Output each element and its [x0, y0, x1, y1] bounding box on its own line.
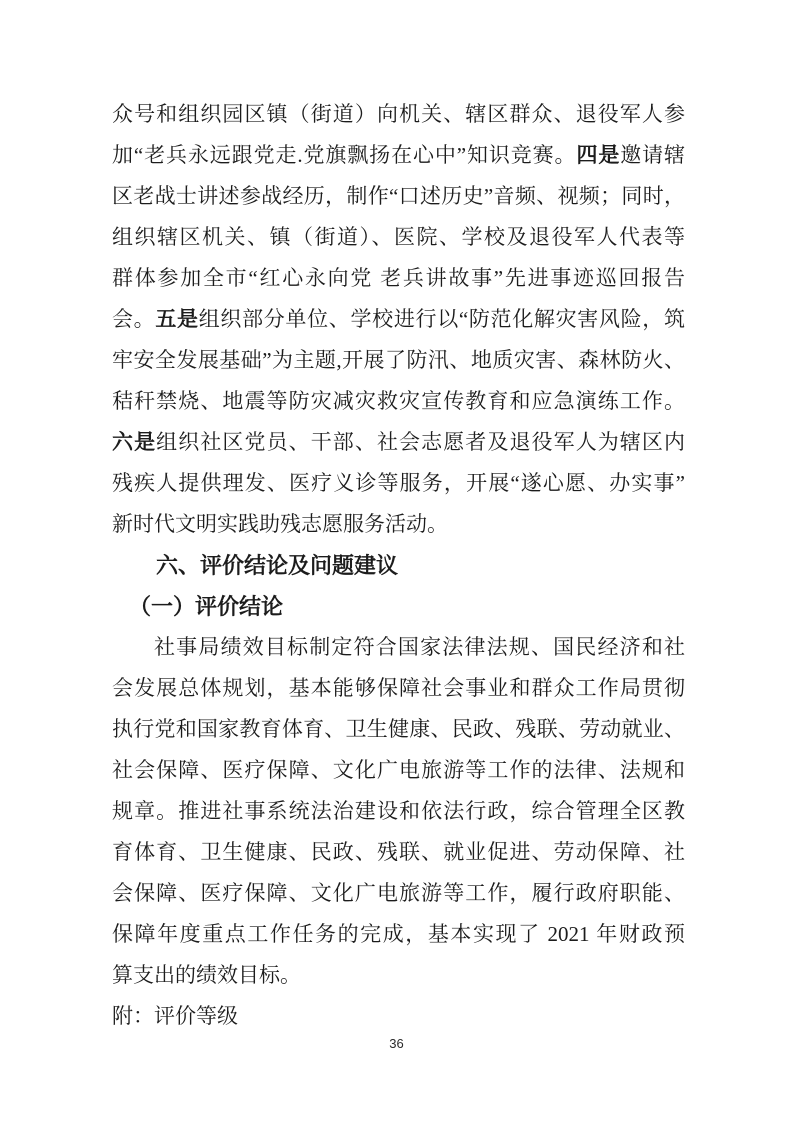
text-line: [112, 668, 685, 709]
text-run: 育体育、卫生健康、民政、残联、就业促进、劳动保障、社: [112, 840, 685, 864]
text-run: 组织辖区机关、镇（街道）、医院、学校及退役军人代表等: [112, 225, 685, 249]
text-line: [112, 709, 685, 750]
text-line: [112, 504, 685, 545]
text-line: [112, 914, 685, 955]
text-run: 算支出的绩效目标。: [112, 963, 301, 987]
text-run: 邀请辖: [620, 143, 685, 167]
text-line: [112, 627, 685, 668]
document-body: [112, 94, 685, 1037]
emphasis-run: 六是: [112, 431, 157, 454]
text-line: [112, 217, 685, 258]
text-line: [112, 791, 685, 832]
text-run: 附：评价等级: [112, 1004, 238, 1028]
page-footer: [0, 1035, 793, 1053]
text-run: 社会保障、医疗保障、文化广电旅游等工作的法律、法规和: [112, 758, 685, 782]
text-line: [112, 381, 685, 422]
emphasis-run: 四是: [576, 144, 621, 167]
text-line: [112, 873, 685, 914]
text-line: [112, 996, 685, 1037]
text-line: [112, 463, 685, 504]
emphasis-run: 五是: [155, 308, 199, 331]
text-run: 六、评价结论及问题建议: [156, 553, 399, 578]
paragraph-measures: [112, 94, 685, 545]
text-run: 残疾人提供理发、医疗义诊等服务，开展“遂心愿、办实事”: [112, 471, 685, 495]
text-run: 秸秆禁烧、地震等防灾减灾救灾宣传教育和应急演练工作。: [112, 389, 685, 413]
subsection-heading: [112, 586, 685, 627]
text-run: 组织部分单位、学校进行以“防范化解灾害风险，筑: [198, 307, 685, 331]
text-run: 社事局绩效目标制定符合国家法律法规、国民经济和社: [154, 635, 685, 659]
text-line: [112, 422, 685, 463]
text-line: [112, 955, 685, 996]
text-line: [112, 750, 685, 791]
text-line: [112, 176, 685, 217]
text-run: 加“老兵永远跟党走.党旗飘扬在心中”知识竞赛。: [112, 143, 577, 167]
text-run: 执行党和国家教育体育、卫生健康、民政、残联、劳动就业、: [112, 717, 685, 741]
text-run: 众号和组织园区镇（街道）向机关、辖区群众、退役军人参: [112, 102, 685, 126]
text-line: [112, 135, 685, 176]
text-run: 群体参加全市“红心永向党 老兵讲故事”先进事迹巡回报告: [112, 266, 685, 290]
text-line: [112, 832, 685, 873]
section-heading: [112, 545, 685, 586]
text-run: 会。: [112, 307, 156, 331]
text-run: 规章。推进社事系统法治建设和依法行政，综合管理全区教: [112, 799, 685, 823]
text-line: [112, 94, 685, 135]
text-run: 会保障、医疗保障、文化广电旅游等工作，履行政府职能、: [112, 881, 685, 905]
text-line: [112, 586, 685, 627]
text-run: 组织社区党员、干部、社会志愿者及退役军人为辖区内: [156, 430, 685, 454]
paragraph-conclusion: [112, 627, 685, 996]
text-line: [112, 299, 685, 340]
text-run: 保障年度重点工作任务的完成，基本实现了 2021 年财政预: [112, 922, 685, 946]
attachment-note: [112, 996, 685, 1037]
text-run: 牢安全发展基础”为主题,开展了防汛、地质灾害、森林防火、: [112, 348, 685, 372]
text-run: 区老战士讲述参战经历，制作“口述历史”音频、视频；同时，: [112, 184, 685, 208]
text-line: [112, 545, 685, 586]
text-run: 新时代文明实践助残志愿服务活动。: [112, 512, 448, 536]
text-run: （一）评价结论: [129, 594, 284, 619]
text-run: 会发展总体规划，基本能够保障社会事业和群众工作局贯彻: [112, 676, 685, 700]
page-number: 36: [389, 1036, 404, 1051]
text-line: [112, 258, 685, 299]
text-line: [112, 340, 685, 381]
